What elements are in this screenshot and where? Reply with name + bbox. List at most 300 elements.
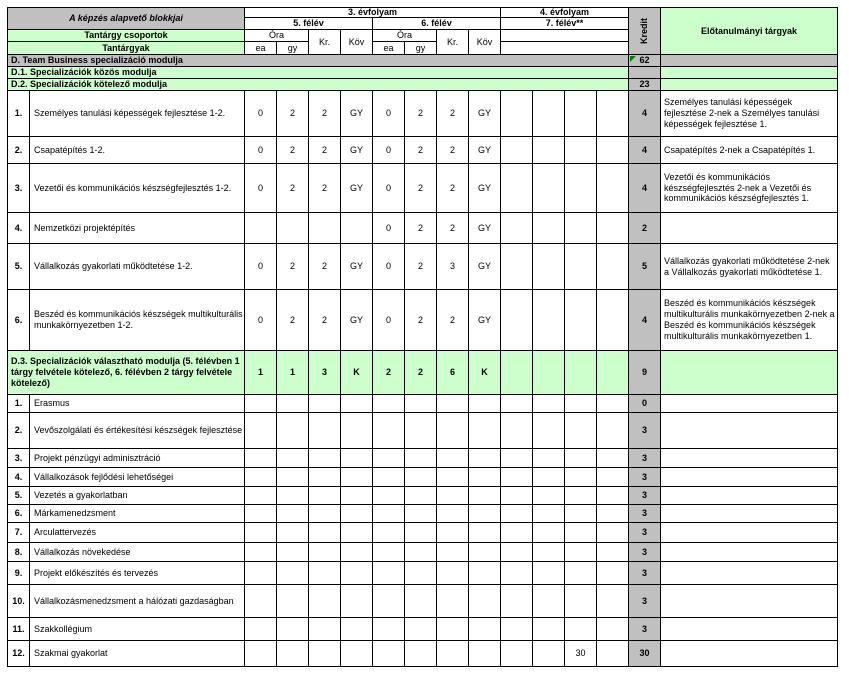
- required-6-s6-c4[interactable]: [469, 290, 501, 351]
- required-6-s6-c2[interactable]: [405, 290, 437, 351]
- elective-12-s5-c3[interactable]: [309, 641, 341, 667]
- required-1-credit[interactable]: [629, 91, 661, 137]
- required-2-s7-c4[interactable]: [597, 137, 629, 164]
- section-d3-s6-c4[interactable]: [469, 351, 501, 395]
- elective-5-prereq[interactable]: [661, 487, 838, 505]
- elective-10-s6-c2[interactable]: [405, 585, 437, 618]
- elective-2-s5-c4[interactable]: [341, 413, 373, 449]
- elective-6-name[interactable]: [30, 505, 245, 523]
- elective-4-s7-c1[interactable]: [501, 468, 533, 487]
- elective-11-name[interactable]: [30, 618, 245, 641]
- required-2-s6-c3[interactable]: [437, 137, 469, 164]
- section-d2-credit[interactable]: [629, 79, 661, 91]
- elective-9-credit[interactable]: [629, 562, 661, 585]
- header-ora-s6[interactable]: [373, 30, 437, 42]
- header-kredit[interactable]: [629, 7, 661, 55]
- required-2-name[interactable]: [30, 137, 245, 164]
- elective-1-s5-c2[interactable]: [277, 395, 309, 413]
- elective-1-s6-c2[interactable]: [405, 395, 437, 413]
- elective-11-prereq[interactable]: [661, 618, 838, 641]
- section-d3-s5-c2[interactable]: [277, 351, 309, 395]
- elective-11-s5-c3[interactable]: [309, 618, 341, 641]
- required-2-credit[interactable]: [629, 137, 661, 164]
- required-1-prereq[interactable]: [661, 91, 838, 137]
- elective-7-name[interactable]: [30, 523, 245, 543]
- required-4-s6-c1[interactable]: [373, 213, 405, 244]
- header-subjects-label[interactable]: [7, 42, 245, 55]
- required-1-s5-c3[interactable]: [309, 91, 341, 137]
- elective-10-prereq[interactable]: [661, 585, 838, 618]
- elective-9-s6-c2[interactable]: [405, 562, 437, 585]
- required-2-s6-c2[interactable]: [405, 137, 437, 164]
- elective-5-s5-c4[interactable]: [341, 487, 373, 505]
- required-4-s7-c4[interactable]: [597, 213, 629, 244]
- elective-4-s5-c4[interactable]: [341, 468, 373, 487]
- required-6-s5-c2[interactable]: [277, 290, 309, 351]
- elective-10-s6-c1[interactable]: [373, 585, 405, 618]
- elective-4-prereq[interactable]: [661, 468, 838, 487]
- required-5-number[interactable]: [7, 244, 30, 290]
- elective-7-s6-c2[interactable]: [405, 523, 437, 543]
- elective-1-s5-c3[interactable]: [309, 395, 341, 413]
- elective-10-s5-c4[interactable]: [341, 585, 373, 618]
- required-6-name[interactable]: [30, 290, 245, 351]
- elective-8-s6-c2[interactable]: [405, 543, 437, 562]
- elective-8-s7-c1[interactable]: [501, 543, 533, 562]
- required-1-s7-c3[interactable]: [565, 91, 597, 137]
- required-5-s6-c3[interactable]: [437, 244, 469, 290]
- required-3-s6-c2[interactable]: [405, 164, 437, 213]
- elective-8-prereq[interactable]: [661, 543, 838, 562]
- required-6-s6-c3[interactable]: [437, 290, 469, 351]
- elective-11-s7-c3[interactable]: [565, 618, 597, 641]
- elective-6-s7-c2[interactable]: [533, 505, 565, 523]
- elective-4-s6-c4[interactable]: [469, 468, 501, 487]
- elective-11-s5-c2[interactable]: [277, 618, 309, 641]
- elective-7-s5-c4[interactable]: [341, 523, 373, 543]
- required-4-s7-c1[interactable]: [501, 213, 533, 244]
- elective-5-s6-c4[interactable]: [469, 487, 501, 505]
- elective-8-name[interactable]: [30, 543, 245, 562]
- required-6-s5-c3[interactable]: [309, 290, 341, 351]
- elective-2-s6-c1[interactable]: [373, 413, 405, 449]
- elective-4-s5-c3[interactable]: [309, 468, 341, 487]
- section-d3-s6-c3[interactable]: [437, 351, 469, 395]
- header-ora-s5[interactable]: [245, 30, 309, 42]
- elective-11-s6-c1[interactable]: [373, 618, 405, 641]
- elective-8-s6-c4[interactable]: [469, 543, 501, 562]
- required-4-credit[interactable]: [629, 213, 661, 244]
- section-d-label[interactable]: [7, 55, 629, 67]
- elective-9-number[interactable]: [7, 562, 30, 585]
- required-4-s5-c2[interactable]: [277, 213, 309, 244]
- required-1-s7-c1[interactable]: [501, 91, 533, 137]
- elective-12-credit[interactable]: [629, 641, 661, 667]
- required-1-s6-c1[interactable]: [373, 91, 405, 137]
- elective-10-name[interactable]: [30, 585, 245, 618]
- elective-1-s7-c1[interactable]: [501, 395, 533, 413]
- section-d3-prereq[interactable]: [661, 351, 838, 395]
- required-1-s7-c2[interactable]: [533, 91, 565, 137]
- elective-6-s5-c1[interactable]: [245, 505, 277, 523]
- required-3-s7-c1[interactable]: [501, 164, 533, 213]
- required-3-s5-c1[interactable]: [245, 164, 277, 213]
- elective-4-s5-c1[interactable]: [245, 468, 277, 487]
- elective-11-s5-c1[interactable]: [245, 618, 277, 641]
- required-5-name[interactable]: [30, 244, 245, 290]
- elective-8-s7-c4[interactable]: [597, 543, 629, 562]
- required-5-credit[interactable]: [629, 244, 661, 290]
- header-prereq[interactable]: [661, 7, 838, 55]
- section-d3-s5-c4[interactable]: [341, 351, 373, 395]
- required-6-s7-c4[interactable]: [597, 290, 629, 351]
- section-d3-label[interactable]: [7, 351, 245, 395]
- elective-12-s5-c1[interactable]: [245, 641, 277, 667]
- elective-10-s5-c1[interactable]: [245, 585, 277, 618]
- required-2-s6-c1[interactable]: [373, 137, 405, 164]
- required-3-s6-c1[interactable]: [373, 164, 405, 213]
- elective-1-name[interactable]: [30, 395, 245, 413]
- header-s7-sub2[interactable]: [501, 42, 629, 55]
- elective-12-s6-c4[interactable]: [469, 641, 501, 667]
- elective-3-s7-c4[interactable]: [597, 449, 629, 468]
- required-3-s5-c3[interactable]: [309, 164, 341, 213]
- elective-10-s5-c2[interactable]: [277, 585, 309, 618]
- header-semester-5[interactable]: [245, 18, 373, 30]
- section-d3-s6-c2[interactable]: [405, 351, 437, 395]
- elective-2-s5-c2[interactable]: [277, 413, 309, 449]
- required-4-s7-c3[interactable]: [565, 213, 597, 244]
- elective-4-s6-c1[interactable]: [373, 468, 405, 487]
- elective-6-number[interactable]: [7, 505, 30, 523]
- elective-9-s6-c1[interactable]: [373, 562, 405, 585]
- elective-2-credit[interactable]: [629, 413, 661, 449]
- elective-5-number[interactable]: [7, 487, 30, 505]
- elective-3-s5-c4[interactable]: [341, 449, 373, 468]
- section-d3-s7-c4[interactable]: [597, 351, 629, 395]
- section-d3-s5-c1[interactable]: [245, 351, 277, 395]
- elective-11-s7-c2[interactable]: [533, 618, 565, 641]
- elective-10-number[interactable]: [7, 585, 30, 618]
- elective-1-s6-c4[interactable]: [469, 395, 501, 413]
- elective-3-s5-c3[interactable]: [309, 449, 341, 468]
- elective-9-s5-c3[interactable]: [309, 562, 341, 585]
- elective-2-s7-c1[interactable]: [501, 413, 533, 449]
- required-5-s5-c1[interactable]: [245, 244, 277, 290]
- elective-1-s7-c4[interactable]: [597, 395, 629, 413]
- required-5-s7-c1[interactable]: [501, 244, 533, 290]
- elective-1-prereq[interactable]: [661, 395, 838, 413]
- elective-12-s6-c1[interactable]: [373, 641, 405, 667]
- required-2-s5-c2[interactable]: [277, 137, 309, 164]
- elective-3-s5-c1[interactable]: [245, 449, 277, 468]
- elective-7-s7-c4[interactable]: [597, 523, 629, 543]
- header-groups-label[interactable]: [7, 30, 245, 42]
- elective-2-s7-c3[interactable]: [565, 413, 597, 449]
- elective-12-name[interactable]: [30, 641, 245, 667]
- elective-3-name[interactable]: [30, 449, 245, 468]
- elective-12-s6-c2[interactable]: [405, 641, 437, 667]
- required-6-s7-c2[interactable]: [533, 290, 565, 351]
- required-4-s6-c3[interactable]: [437, 213, 469, 244]
- required-4-s5-c4[interactable]: [341, 213, 373, 244]
- elective-7-s5-c2[interactable]: [277, 523, 309, 543]
- required-1-s5-c1[interactable]: [245, 91, 277, 137]
- required-1-s6-c3[interactable]: [437, 91, 469, 137]
- elective-10-s5-c3[interactable]: [309, 585, 341, 618]
- elective-4-credit[interactable]: [629, 468, 661, 487]
- section-d1-credit[interactable]: [629, 67, 661, 79]
- elective-4-s5-c2[interactable]: [277, 468, 309, 487]
- required-4-s5-c1[interactable]: [245, 213, 277, 244]
- elective-3-credit[interactable]: [629, 449, 661, 468]
- required-5-s7-c4[interactable]: [597, 244, 629, 290]
- elective-8-s6-c3[interactable]: [437, 543, 469, 562]
- elective-3-s6-c4[interactable]: [469, 449, 501, 468]
- elective-2-number[interactable]: [7, 413, 30, 449]
- required-6-prereq[interactable]: [661, 290, 838, 351]
- elective-1-s5-c4[interactable]: [341, 395, 373, 413]
- elective-4-s7-c4[interactable]: [597, 468, 629, 487]
- section-d3-s6-c1[interactable]: [373, 351, 405, 395]
- required-2-s6-c4[interactable]: [469, 137, 501, 164]
- elective-7-s7-c1[interactable]: [501, 523, 533, 543]
- elective-5-s7-c4[interactable]: [597, 487, 629, 505]
- elective-2-s7-c4[interactable]: [597, 413, 629, 449]
- elective-2-s5-c3[interactable]: [309, 413, 341, 449]
- required-5-s6-c4[interactable]: [469, 244, 501, 290]
- elective-8-credit[interactable]: [629, 543, 661, 562]
- required-6-s6-c1[interactable]: [373, 290, 405, 351]
- elective-1-s7-c2[interactable]: [533, 395, 565, 413]
- required-2-s7-c3[interactable]: [565, 137, 597, 164]
- elective-11-s6-c4[interactable]: [469, 618, 501, 641]
- comment-marker-icon[interactable]: [630, 56, 636, 62]
- elective-9-s7-c1[interactable]: [501, 562, 533, 585]
- elective-6-s6-c3[interactable]: [437, 505, 469, 523]
- required-3-number[interactable]: [7, 164, 30, 213]
- required-5-s5-c2[interactable]: [277, 244, 309, 290]
- elective-6-s7-c1[interactable]: [501, 505, 533, 523]
- header-semester-6[interactable]: [373, 18, 501, 30]
- required-2-s5-c3[interactable]: [309, 137, 341, 164]
- elective-5-s5-c2[interactable]: [277, 487, 309, 505]
- required-3-name[interactable]: [30, 164, 245, 213]
- elective-1-credit[interactable]: [629, 395, 661, 413]
- required-1-number[interactable]: [7, 91, 30, 137]
- elective-3-s7-c1[interactable]: [501, 449, 533, 468]
- required-3-s5-c2[interactable]: [277, 164, 309, 213]
- header-gy-s6[interactable]: [405, 42, 437, 55]
- required-2-s7-c1[interactable]: [501, 137, 533, 164]
- elective-7-prereq[interactable]: [661, 523, 838, 543]
- elective-6-prereq[interactable]: [661, 505, 838, 523]
- required-6-number[interactable]: [7, 290, 30, 351]
- elective-6-s5-c3[interactable]: [309, 505, 341, 523]
- required-3-credit[interactable]: [629, 164, 661, 213]
- elective-5-s6-c2[interactable]: [405, 487, 437, 505]
- required-6-s7-c1[interactable]: [501, 290, 533, 351]
- elective-3-s7-c3[interactable]: [565, 449, 597, 468]
- section-d2-label[interactable]: [7, 79, 629, 91]
- elective-3-s6-c1[interactable]: [373, 449, 405, 468]
- section-d2-prereq[interactable]: [661, 79, 838, 91]
- elective-2-s5-c1[interactable]: [245, 413, 277, 449]
- elective-10-s7-c4[interactable]: [597, 585, 629, 618]
- elective-10-s7-c2[interactable]: [533, 585, 565, 618]
- header-s7-sub1[interactable]: [501, 30, 629, 42]
- elective-5-s7-c3[interactable]: [565, 487, 597, 505]
- elective-10-s6-c3[interactable]: [437, 585, 469, 618]
- elective-8-s5-c1[interactable]: [245, 543, 277, 562]
- required-4-name[interactable]: [30, 213, 245, 244]
- required-1-s7-c4[interactable]: [597, 91, 629, 137]
- elective-4-s7-c3[interactable]: [565, 468, 597, 487]
- required-4-number[interactable]: [7, 213, 30, 244]
- elective-4-name[interactable]: [30, 468, 245, 487]
- elective-6-s7-c4[interactable]: [597, 505, 629, 523]
- header-ea-s6[interactable]: [373, 42, 405, 55]
- required-3-s7-c4[interactable]: [597, 164, 629, 213]
- required-3-s6-c3[interactable]: [437, 164, 469, 213]
- required-6-s5-c1[interactable]: [245, 290, 277, 351]
- elective-6-s6-c4[interactable]: [469, 505, 501, 523]
- required-5-s7-c2[interactable]: [533, 244, 565, 290]
- elective-3-prereq[interactable]: [661, 449, 838, 468]
- header-ea-s5[interactable]: [245, 42, 277, 55]
- elective-4-s6-c2[interactable]: [405, 468, 437, 487]
- elective-5-credit[interactable]: [629, 487, 661, 505]
- elective-11-s6-c3[interactable]: [437, 618, 469, 641]
- elective-5-s5-c3[interactable]: [309, 487, 341, 505]
- elective-3-s6-c3[interactable]: [437, 449, 469, 468]
- header-year-3[interactable]: [245, 7, 501, 18]
- elective-7-s6-c1[interactable]: [373, 523, 405, 543]
- elective-10-s7-c3[interactable]: [565, 585, 597, 618]
- elective-7-s5-c3[interactable]: [309, 523, 341, 543]
- required-5-s5-c4[interactable]: [341, 244, 373, 290]
- elective-9-s6-c4[interactable]: [469, 562, 501, 585]
- elective-3-number[interactable]: [7, 449, 30, 468]
- elective-1-s5-c1[interactable]: [245, 395, 277, 413]
- header-kov-s5[interactable]: [341, 30, 373, 55]
- elective-9-prereq[interactable]: [661, 562, 838, 585]
- elective-5-s6-c1[interactable]: [373, 487, 405, 505]
- elective-12-number[interactable]: [7, 641, 30, 667]
- elective-12-s5-c2[interactable]: [277, 641, 309, 667]
- section-d-prereq[interactable]: [661, 55, 838, 67]
- elective-11-number[interactable]: [7, 618, 30, 641]
- elective-12-s7-c3[interactable]: [565, 641, 597, 667]
- elective-8-number[interactable]: [7, 543, 30, 562]
- elective-5-name[interactable]: [30, 487, 245, 505]
- required-2-s5-c1[interactable]: [245, 137, 277, 164]
- elective-3-s7-c2[interactable]: [533, 449, 565, 468]
- elective-5-s7-c1[interactable]: [501, 487, 533, 505]
- required-5-prereq[interactable]: [661, 244, 838, 290]
- elective-3-s6-c2[interactable]: [405, 449, 437, 468]
- section-d3-credit[interactable]: [629, 351, 661, 395]
- elective-2-s6-c3[interactable]: [437, 413, 469, 449]
- required-2-prereq[interactable]: [661, 137, 838, 164]
- elective-8-s5-c2[interactable]: [277, 543, 309, 562]
- elective-2-s6-c4[interactable]: [469, 413, 501, 449]
- required-1-s6-c4[interactable]: [469, 91, 501, 137]
- required-1-s5-c2[interactable]: [277, 91, 309, 137]
- elective-1-s6-c3[interactable]: [437, 395, 469, 413]
- header-kr-s6[interactable]: [437, 30, 469, 55]
- required-4-s6-c4[interactable]: [469, 213, 501, 244]
- elective-8-s6-c1[interactable]: [373, 543, 405, 562]
- header-kov-s6[interactable]: [469, 30, 501, 55]
- section-d1-label[interactable]: [7, 67, 629, 79]
- required-3-s7-c3[interactable]: [565, 164, 597, 213]
- elective-1-number[interactable]: [7, 395, 30, 413]
- elective-9-s6-c3[interactable]: [437, 562, 469, 585]
- elective-10-credit[interactable]: [629, 585, 661, 618]
- elective-10-s6-c4[interactable]: [469, 585, 501, 618]
- elective-12-s6-c3[interactable]: [437, 641, 469, 667]
- elective-5-s5-c1[interactable]: [245, 487, 277, 505]
- elective-8-s7-c2[interactable]: [533, 543, 565, 562]
- elective-8-s5-c4[interactable]: [341, 543, 373, 562]
- elective-12-s5-c4[interactable]: [341, 641, 373, 667]
- elective-2-prereq[interactable]: [661, 413, 838, 449]
- required-3-s6-c4[interactable]: [469, 164, 501, 213]
- elective-10-s7-c1[interactable]: [501, 585, 533, 618]
- elective-12-s7-c1[interactable]: [501, 641, 533, 667]
- section-d3-s7-c3[interactable]: [565, 351, 597, 395]
- header-gy-s5[interactable]: [277, 42, 309, 55]
- header-kr-s5[interactable]: [309, 30, 341, 55]
- required-1-name[interactable]: [30, 91, 245, 137]
- elective-4-s7-c2[interactable]: [533, 468, 565, 487]
- required-4-s6-c2[interactable]: [405, 213, 437, 244]
- required-2-number[interactable]: [7, 137, 30, 164]
- elective-9-s5-c4[interactable]: [341, 562, 373, 585]
- elective-6-s6-c2[interactable]: [405, 505, 437, 523]
- elective-4-s6-c3[interactable]: [437, 468, 469, 487]
- required-4-s7-c2[interactable]: [533, 213, 565, 244]
- required-4-s5-c3[interactable]: [309, 213, 341, 244]
- header-blocks-title[interactable]: [7, 7, 245, 30]
- elective-7-credit[interactable]: [629, 523, 661, 543]
- elective-5-s6-c3[interactable]: [437, 487, 469, 505]
- elective-7-s6-c3[interactable]: [437, 523, 469, 543]
- required-5-s7-c3[interactable]: [565, 244, 597, 290]
- elective-11-s7-c4[interactable]: [597, 618, 629, 641]
- elective-9-s7-c2[interactable]: [533, 562, 565, 585]
- elective-7-s6-c4[interactable]: [469, 523, 501, 543]
- required-1-s6-c2[interactable]: [405, 91, 437, 137]
- required-5-s5-c3[interactable]: [309, 244, 341, 290]
- elective-11-s5-c4[interactable]: [341, 618, 373, 641]
- elective-6-s6-c1[interactable]: [373, 505, 405, 523]
- required-6-credit[interactable]: [629, 290, 661, 351]
- elective-12-s7-c4[interactable]: [597, 641, 629, 667]
- elective-6-s5-c4[interactable]: [341, 505, 373, 523]
- elective-9-s7-c4[interactable]: [597, 562, 629, 585]
- section-d1-prereq[interactable]: [661, 67, 838, 79]
- elective-9-s5-c1[interactable]: [245, 562, 277, 585]
- required-5-s6-c1[interactable]: [373, 244, 405, 290]
- required-5-s6-c2[interactable]: [405, 244, 437, 290]
- required-3-prereq[interactable]: [661, 164, 838, 213]
- elective-11-s7-c1[interactable]: [501, 618, 533, 641]
- elective-12-prereq[interactable]: [661, 641, 838, 667]
- elective-6-credit[interactable]: [629, 505, 661, 523]
- elective-6-s7-c3[interactable]: [565, 505, 597, 523]
